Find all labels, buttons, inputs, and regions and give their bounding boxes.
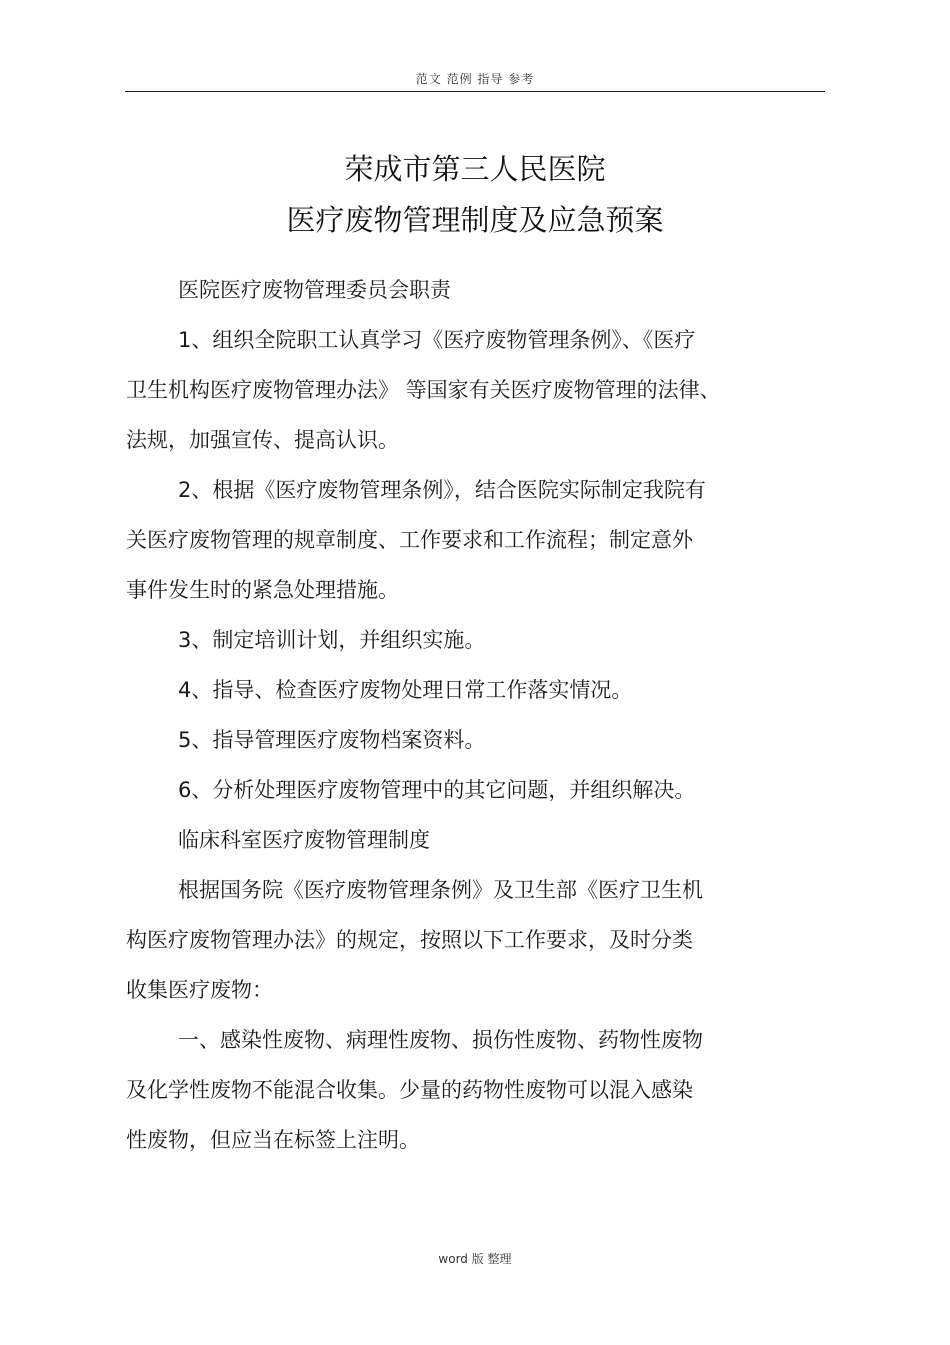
paragraph-line: 6、分析处理医疗废物管理中的其它问题，并组织解决。 (178, 778, 696, 802)
document-title-subject: 医疗废物管理制度及应急预案 (286, 203, 664, 237)
paragraph-line: 卫生机构医疗废物管理办法》 等国家有关医疗废物管理的法律、 (126, 378, 721, 402)
paragraph-line: 关医疗废物管理的规章制度、工作要求和工作流程；制定意外 (126, 528, 693, 552)
paragraph-line: 3、制定培训计划，并组织实施。 (178, 628, 486, 652)
page-footer: word 版 整理 (438, 1252, 512, 1266)
paragraph-line: 收集医疗废物： (126, 978, 273, 1002)
paragraph-line: 一、感染性废物、病理性废物、损伤性废物、药物性废物 (178, 1028, 703, 1052)
section-heading-clinical-waste-rules: 临床科室医疗废物管理制度 (178, 828, 430, 852)
paragraph-line: 5、指导管理医疗废物档案资料。 (178, 728, 486, 752)
document-title-hospital: 荣成市第三人民医院 (344, 152, 606, 186)
paragraph-line: 构医疗废物管理办法》的规定，按照以下工作要求，及时分类 (126, 928, 693, 952)
paragraph-line: 法规，加强宣传、提高认识。 (126, 428, 399, 452)
paragraph-line: 2、根据《医疗废物管理条例》，结合医院实际制定我院有 (178, 478, 706, 502)
paragraph-line: 4、指导、检查医疗废物处理日常工作落实情况。 (178, 678, 633, 702)
page-header: 范文 范例 指导 参考 (415, 72, 535, 86)
section-heading-committee-duties: 医院医疗废物管理委员会职责 (178, 278, 451, 302)
paragraph-line: 事件发生时的紧急处理措施。 (126, 578, 399, 602)
paragraph-line: 性废物，但应当在标签上注明。 (126, 1128, 420, 1152)
header-divider (125, 91, 825, 92)
paragraph-line: 及化学性废物不能混合收集。少量的药物性废物可以混入感染 (126, 1078, 693, 1102)
paragraph-line: 1、组织全院职工认真学习《医疗废物管理条例》、《医疗 (178, 328, 696, 352)
paragraph-line: 根据国务院《医疗废物管理条例》及卫生部《医疗卫生机 (178, 878, 703, 902)
